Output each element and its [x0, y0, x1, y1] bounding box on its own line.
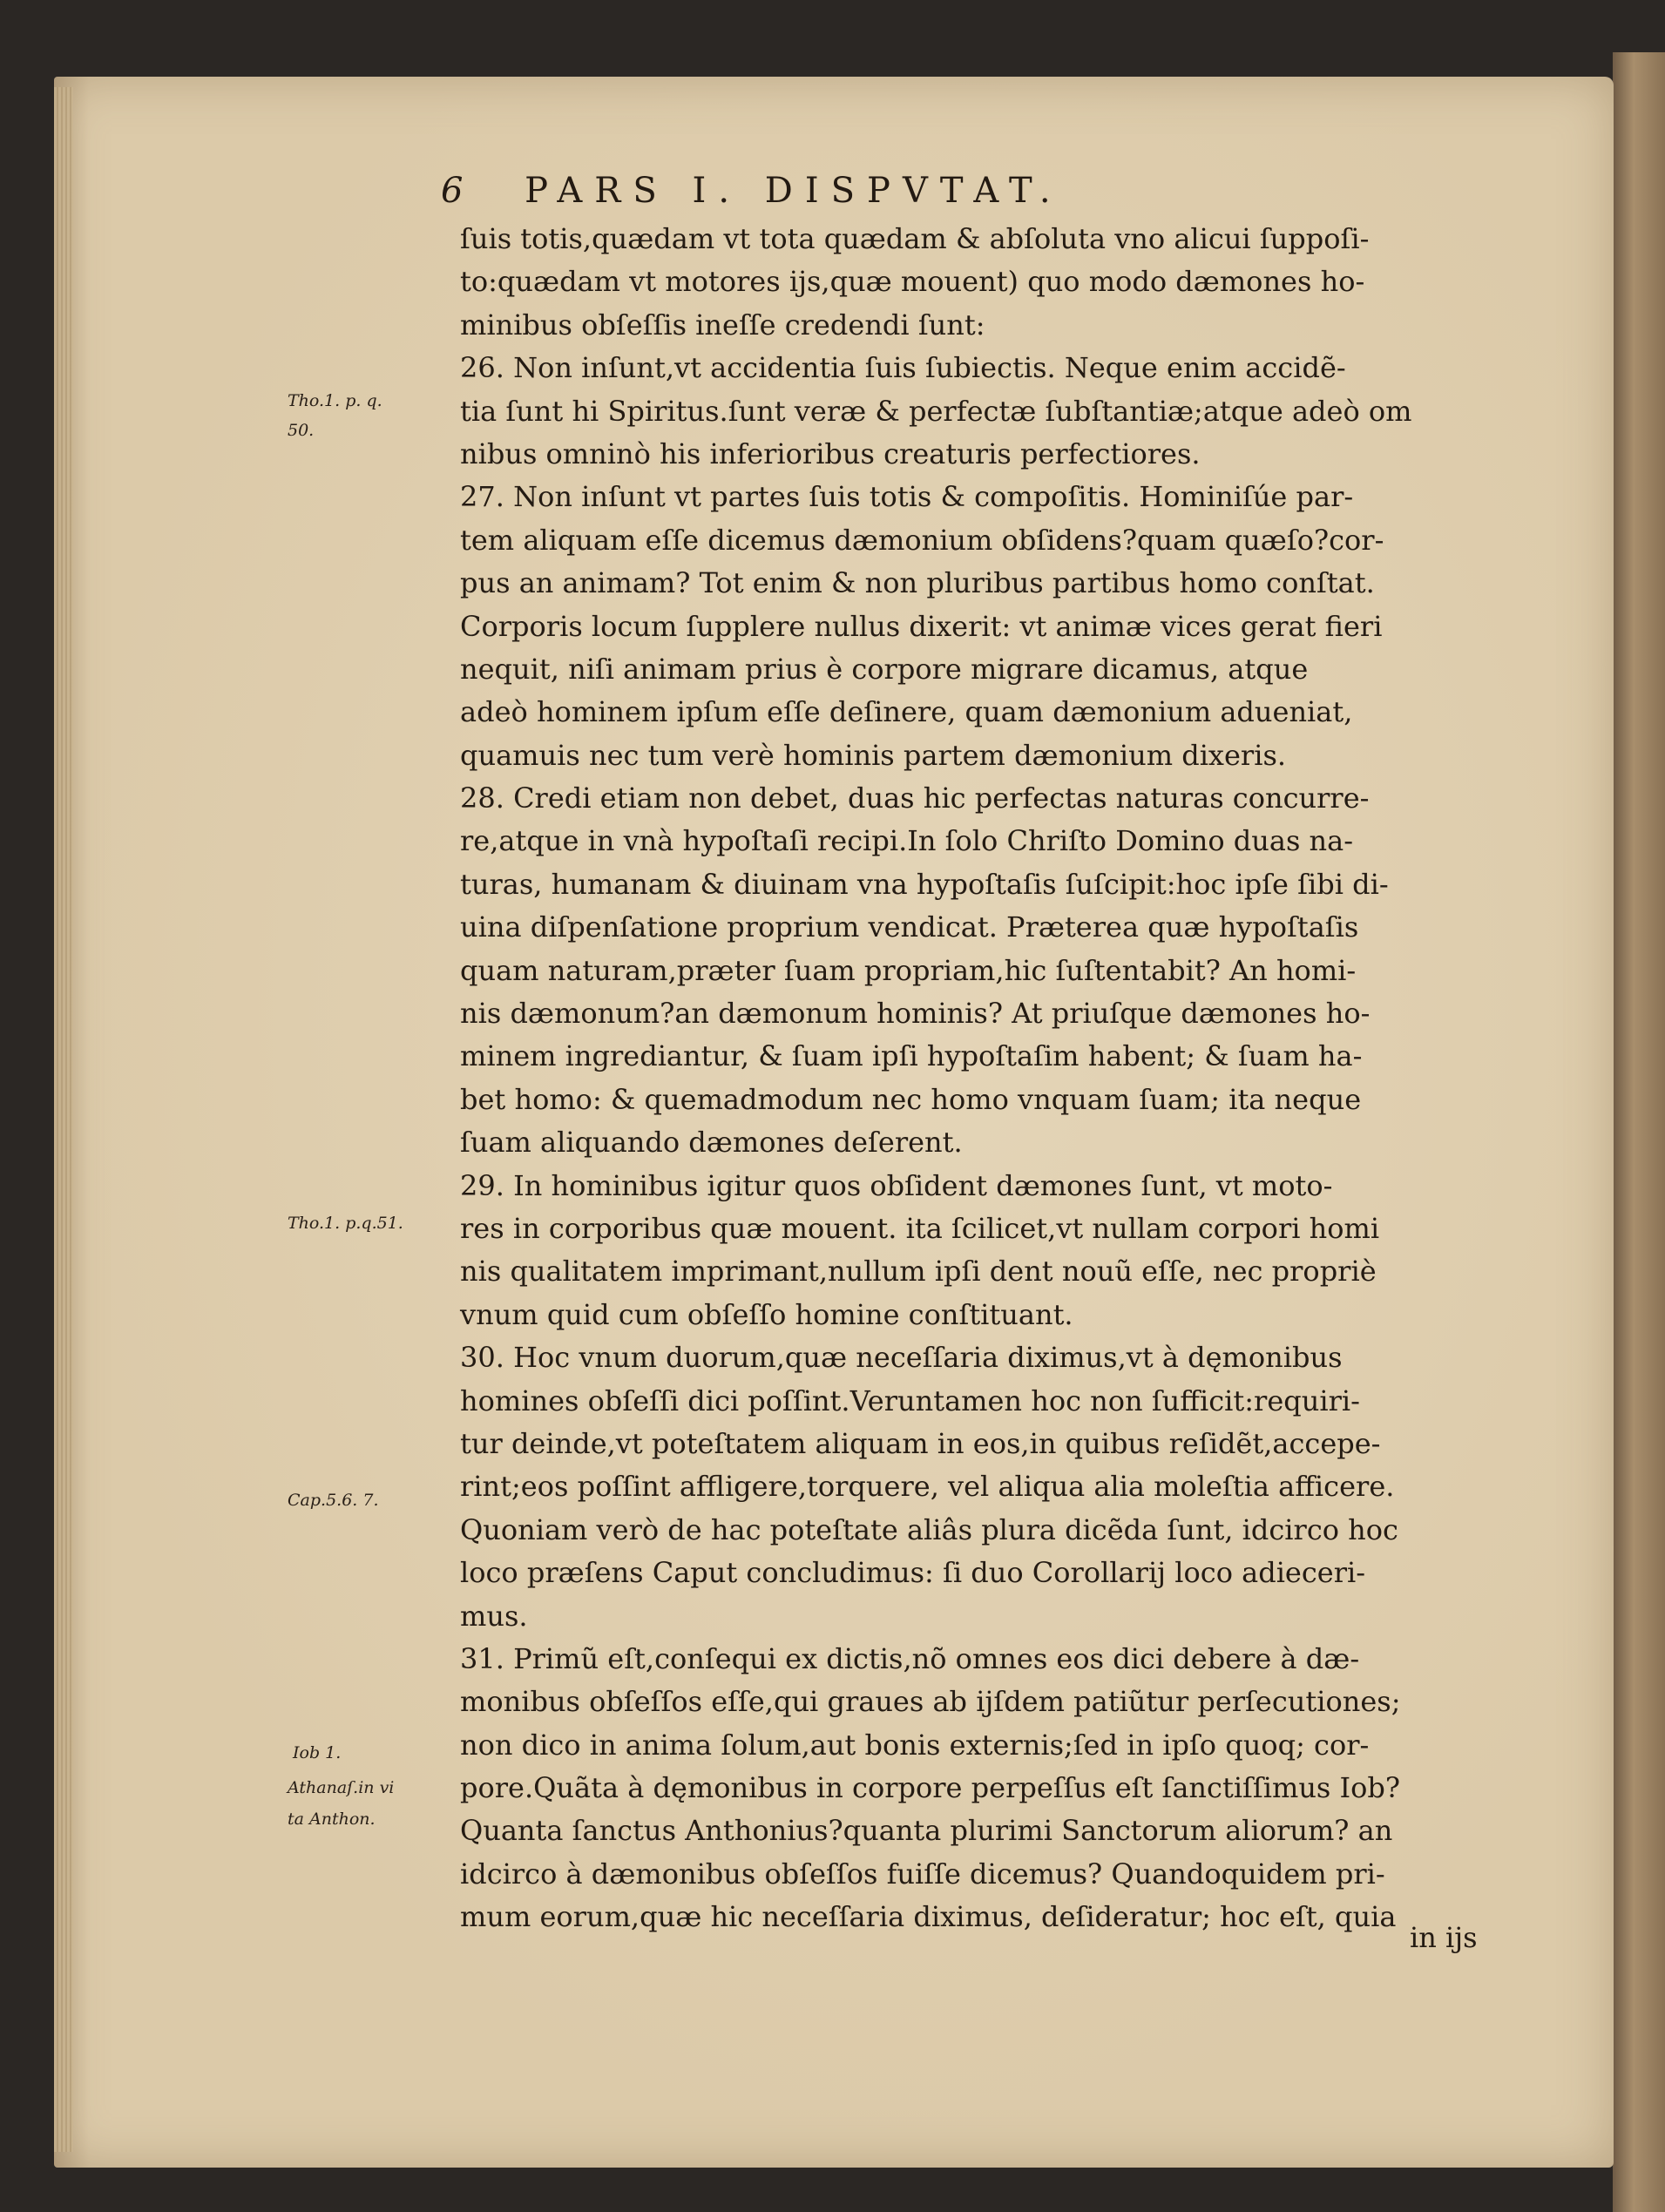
page-leaf-edges: [54, 87, 73, 2152]
catchword: in ijs: [1410, 1921, 1478, 1954]
marginal-note: ta Anthon.: [288, 1810, 376, 1829]
text-line: idcirco à dæmonibus obſeſſos fuiſſe dicemus? Quandoquidem pri-: [460, 1857, 1385, 1891]
text-line: vnum quid cum obſeſſo homine conſtituant.: [460, 1297, 1073, 1331]
text-line: uina diſpenſatione proprium vendicat. Præterea quæ hypoſtaſis: [460, 910, 1359, 944]
text-line: quamuis nec tum verè hominis partem dæmonium dixeris.: [460, 738, 1287, 772]
body-text: [460, 218, 1488, 1939]
marginal-note: Cap.5.6. 7.: [288, 1491, 379, 1510]
marginal-note: Tho.1. p.q.51.: [288, 1214, 403, 1233]
text-line: tia ſunt hi Spiritus.ſunt veræ & perfectæ ſubſtantiæ;atque adeò om: [460, 394, 1412, 428]
text-line: nequit, niſi animam prius è corpore migrare dicamus, atque: [460, 652, 1309, 686]
text-line: monibus obſeſſos eſſe,qui graues ab ijſdem patiũtur perſecutiones;: [460, 1685, 1401, 1719]
text-line: mus.: [460, 1599, 528, 1633]
text-line: loco præſens Caput concludimus: ſi duo Corollarij loco adieceri-: [460, 1556, 1366, 1590]
text-line: Corporis locum ſupplere nullus dixerit: vt animæ vices gerat fieri: [460, 609, 1383, 643]
marginal-note: Iob 1.: [293, 1743, 342, 1762]
text-line: tem aliquam eſſe dicemus dæmonium obſidens?quam quæſo?cor-: [460, 523, 1384, 557]
text-line: 30. Hoc vnum duorum,quæ neceſſaria diximus,vt à dęmonibus: [460, 1341, 1343, 1375]
text-line: 28. Credi etiam non debet, duas hic perfectas naturas concurre-: [460, 781, 1370, 815]
text-line: nibus omninò his inferioribus creaturis perfectiores.: [460, 436, 1201, 470]
text-line: pore.Quãta à dęmonibus in corpore perpeſſus eſt ſanctiſſimus Iob?: [460, 1771, 1401, 1805]
text-line: Quoniam verò de hac poteſtate aliâs plura dicẽda ſunt, idcirco hoc: [460, 1512, 1398, 1546]
text-line: 31. Primũ eſt,conſequi ex dictis,nõ omnes eos dici debere à dæ-: [460, 1641, 1360, 1675]
text-line: nis dæmonum?an dæmonum hominis? At priuſque dæmones ho-: [460, 997, 1371, 1031]
text-line: quam naturam,præter ſuam propriam,hic ſuſtentabit? An homi-: [460, 953, 1357, 987]
text-line: ſuam aliquando dæmones deſerent.: [460, 1126, 963, 1160]
text-line: mum eorum,quæ hic neceſſaria diximus, deſideratur; hoc eſt, quia: [460, 1900, 1397, 1934]
text-line: bet homo: & quemadmodum nec homo vnquam ſuam; ita neque: [460, 1082, 1362, 1116]
text-line: pus an animam? Tot enim & non pluribus partibus homo conſtat.: [460, 566, 1375, 600]
text-line: 29. In hominibus igitur quos obſident dæmones ſunt, vt moto-: [460, 1168, 1333, 1202]
running-header: [441, 171, 1486, 211]
text-line: 26. Non inſunt,vt accidentia ſuis ſubiectis. Neque enim accidẽ-: [460, 351, 1346, 385]
text-line: non dico in anima ſolum,aut bonis externis;ſed in ipſo quoq; cor-: [460, 1728, 1370, 1762]
text-line: to:quædam vt motores ijs,quæ mouent) quo modo dæmones ho-: [460, 265, 1365, 299]
text-line: turas, humanam & diuinam vna hypoſtaſis ſuſcipit:hoc ipſe ſibi di-: [460, 867, 1389, 901]
text-line: minem ingrediantur, & ſuam ipſi hypoſtaſim habent; & ſuam ha-: [460, 1039, 1363, 1073]
text-line: Quanta ſanctus Anthonius?quanta plurimi Sanctorum aliorum? an: [460, 1814, 1393, 1848]
text-line: adeò hominem ipſum eſſe deſinere, quam dæmonium adueniat,: [460, 695, 1353, 729]
marginal-note: 50.: [288, 421, 315, 440]
text-line: 27. Non inſunt vt partes ſuis totis & compoſitis. Hominiſúe par-: [460, 480, 1354, 514]
text-line: minibus obſeſſis ineſſe credendi ſunt:: [460, 308, 985, 342]
text-line: re,atque in vnà hypoſtaſi recipi.In ſolo Chriſto Domino duas na-: [460, 824, 1354, 858]
running-title: PARS I. DISPVTAT.: [525, 171, 1063, 211]
text-line: ſuis totis,quædam vt tota quædam & abſoluta vno alicui ſuppoſi-: [460, 222, 1370, 255]
text-line: nis qualitatem imprimant,nullum ipſi dent nouũ eſſe, nec propriè: [460, 1255, 1377, 1289]
marginal-note: Tho.1. p. q.: [288, 391, 382, 410]
facing-page-edge: [1613, 52, 1665, 2212]
text-line: homines obſeſſi dici poſſint.Veruntamen hoc non ſufficit:requiri-: [460, 1383, 1360, 1417]
text-line: rint;eos poſſint affligere,torquere, vel aliqua alia moleſtia afficere.: [460, 1470, 1395, 1504]
text-line: tur deinde,vt poteſtatem aliquam in eos,in quibus reſidẽt,accepe-: [460, 1426, 1381, 1460]
page-number: 6: [441, 171, 464, 211]
text-line: res in corporibus quæ mouent. ita ſcilicet,vt nullam corpori homi: [460, 1211, 1380, 1245]
marginal-note: Athanaſ.in vi: [288, 1778, 395, 1797]
